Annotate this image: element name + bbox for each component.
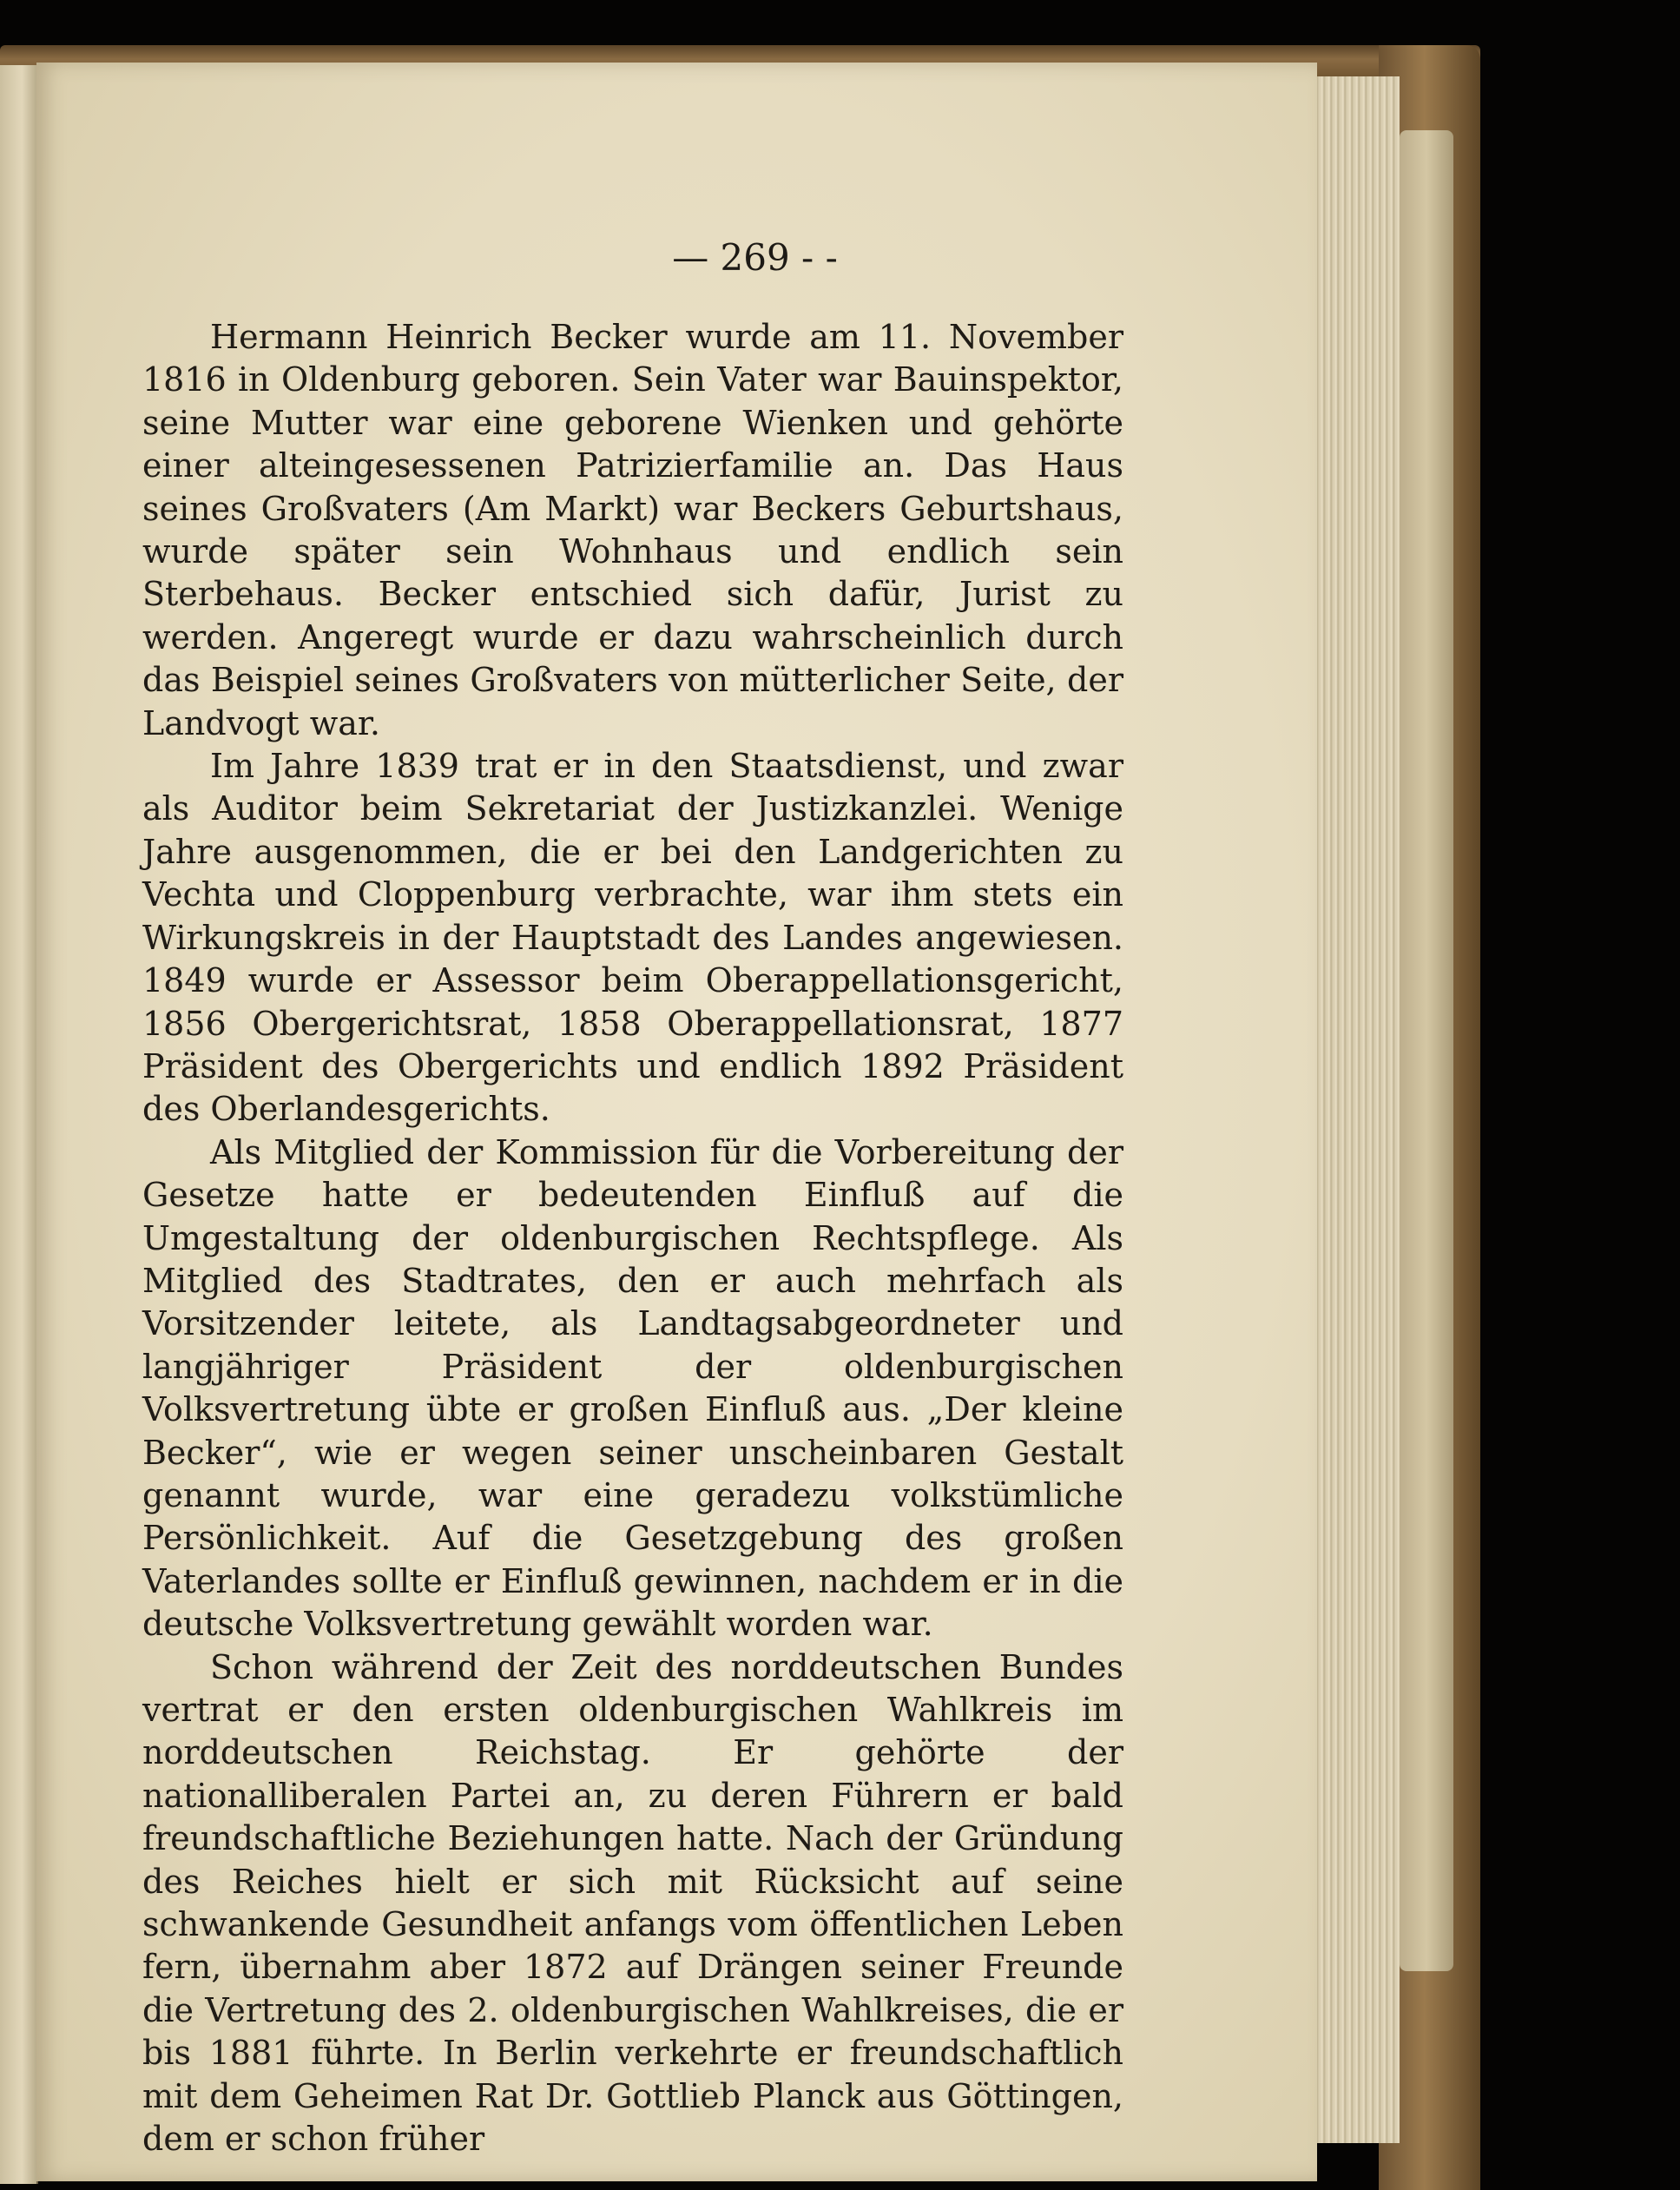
book-cover-endpaper (1400, 130, 1453, 1971)
paragraph-2: Im Jahre 1839 trat er in den Staatsdienst, und zwar als Auditor beim Sekretariat der Justizkanzlei. Wenige Jahre ausgenommen, die er bei den Landgerichten zu Vechta und Cloppenburg verbrachte, war ihm stets ein Wirkungskreis in der Hauptstadt des Landes angewiesen. 1849 wurde er Assessor beim Oberappellationsgericht, 1856 Obergerichtsrat, 1858 Oberappellationsrat, 1877 Präsident des Obergerichts und endlich 1892 Präsident des Oberlandesgerichts. (142, 747, 1123, 1129)
paragraph-3: Als Mitglied der Kommission für die Vorbereitung der Gesetze hatte er bedeutenden Einfluß auf die Umgestaltung der oldenburgischen Rechtspflege. Als Mitglied des Stadtrates, den er auch mehrfach als Vorsitzender leitete, als Landtagsabgeordneter und langjähriger Präsident der oldenburgischen Volksvertretung übte er großen Einfluß aus. „Der kleine Becker“, wie er wegen seiner unscheinbaren Gestalt genannt wurde, war eine geradezu volkstümliche Persönlichkeit. Auf die Gesetzgebung des großen Vaterlandes sollte er Einfluß gewinnen, nachdem er in die deutsche Volksvertretung gewählt worden war. (142, 1132, 1123, 1644)
page-text (142, 316, 1123, 2160)
previous-page-edge (0, 65, 38, 2184)
paragraph-4: Schon während der Zeit des norddeutschen Bundes vertrat er den ersten oldenburgischen Wahlkreis im norddeutschen Reichstag. Er gehörte der nationalliberalen Partei an, zu deren Führern er bald freundschaftliche Beziehungen hatte. Nach der Gründung des Reiches hielt er sich mit Rücksicht auf seine schwankende Gesundheit anfangs vom öffentlichen Leben fern, übernahm aber 1872 auf Drängen seiner Freunde die Vertretung des 2. oldenburgischen Wahlkreises, die er bis 1881 führte. In Berlin verkehrte er freundschaftlich mit dem Geheimen Rat Dr. Gottlieb Planck aus Göttingen, dem er schon früher (142, 1647, 1123, 2159)
page-stack-edges (1313, 76, 1400, 2143)
paragraph-1: Hermann Heinrich Becker wurde am 11. November 1816 in Oldenburg geboren. Sein Vater war Bauinspektor, seine Mutter war eine geborene Wienken und gehörte einer alteingesessenen Patrizierfamilie an. Das Haus seines Großvaters (Am Markt) war Beckers Geburtshaus, wurde später sein Wohnhaus und endlich sein Sterbehaus. Becker entschied sich dafür, Jurist zu werden. Angeregt wurde er dazu wahrscheinlich durch das Beispiel seines Großvaters von mütterlicher Seite, der Landvogt war. (142, 318, 1123, 742)
book-page (36, 63, 1317, 2181)
page-number: — 269 - - (672, 236, 838, 279)
